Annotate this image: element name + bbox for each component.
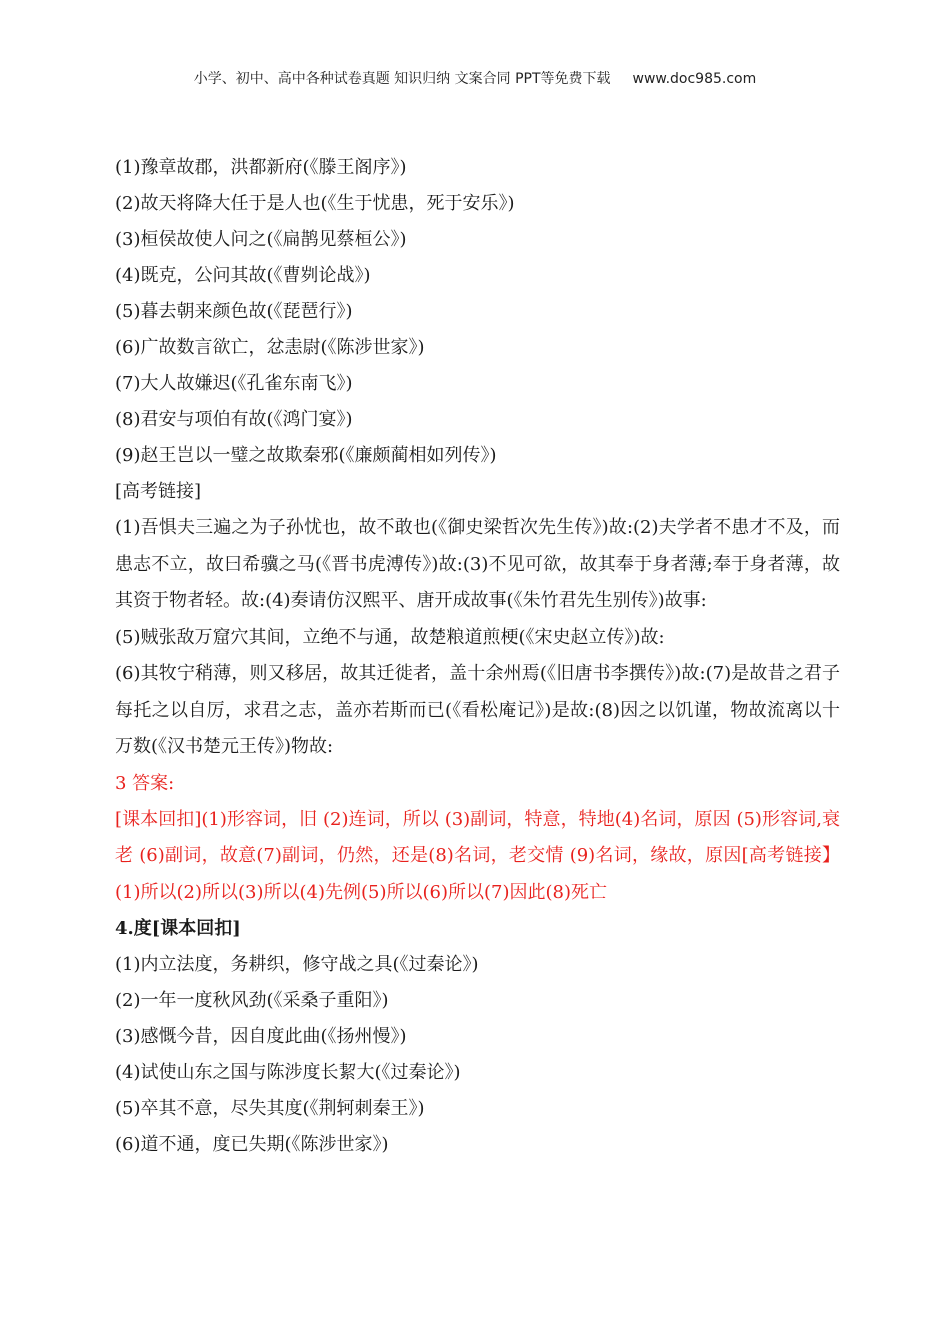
list-item: (4)既克，公问其故(《曹刿论战》): [115, 265, 371, 286]
answer-text: [课本回扣](1)形容词，旧 (2)连词，所以 (3)副词，特意，特地(4)名词，原因 (5)形容词,衰老 (6)副词，故意(7)副词，仍然，还是(8)名词，老交情 (9)名词，缘故，原因[高考链接】(1)所以(2)所以(3)所以(4)先例(5)所以(6)所以(7)因此(8)死亡: [115, 808, 840, 903]
gaokao-paragraph: (6)其牧宁稍薄，则又移居，故其迁徙者，盖十余州焉(《旧唐书李撰传》)故:(7)是故昔之君子每托之以自厉，求君之志，盖亦若斯而已(《看松庵记》)是故:(8)因之以饥谨，物故流离以十万数(《汉书楚元王传》)物故:: [115, 663, 840, 757]
page-header: [0, 68, 950, 88]
list-item: (4)试使山东之国与陈涉度长絜大(《过秦论》): [115, 1062, 461, 1083]
answer-label: 3 答案:: [115, 772, 175, 794]
list-item: (5)暮去朝来颜色故(《琵琶行》): [115, 301, 353, 322]
gaokao-paragraph: (1)吾惧夫三遍之为子孙忧也，故不敢也(《御史梁哲次先生传》)故:(2)夫学者不患才不及，而患志不立，故曰希骥之马(《晋书虎溥传》)故:(3)不见可欲，故其奉于身者薄;奉于身者薄，故其资于物者轻。故:(4)奏请仿汉熙平、唐开成故事(《朱竹君先生别传》)故事:: [115, 517, 840, 611]
list-item: (9)赵王岂以一璧之故欺秦邪(《廉颇蔺相如列传》): [115, 445, 497, 466]
list-item: (6)广故数言欲亡，忿恚尉(《陈涉世家》): [115, 337, 425, 358]
list-item: (1)内立法度，务耕织，修守战之具(《过秦论》): [115, 954, 479, 975]
gaokao-heading: [高考链接]: [115, 481, 202, 502]
list-item: (5)卒其不意，尽失其度(《荆轲刺秦王》): [115, 1098, 425, 1119]
list-item: (6)道不通，度已失期(《陈涉世家》): [115, 1134, 389, 1155]
gaokao-paragraph: (5)贼张敌万窟穴其间，立绝不与通，故楚粮道煎梗(《宋史赵立传》)故:: [115, 626, 665, 648]
list-item: (2)故天将降大任于是人也(《生于忧患，死于安乐》): [115, 193, 515, 214]
header-site: www.doc985.com: [632, 71, 757, 87]
list-item: (1)豫章故郡，洪都新府(《滕王阁序》): [115, 157, 407, 178]
list-item: (3)感慨今昔，因自度此曲(《扬州慢》): [115, 1026, 407, 1047]
list-item: (2)一年一度秋风劲(《采桑子重阳》): [115, 990, 389, 1011]
header-text: 小学、初中、高中各种试卷真题 知识归纳 文案合同 PPT等免费下载: [193, 71, 611, 87]
list-item: (7)大人故嫌迟(《孔雀东南飞》): [115, 373, 353, 394]
section-heading: 4.度[课本回扣]: [115, 918, 241, 939]
list-item: (3)桓侯故使人问之(《扁鹊见蔡桓公》): [115, 229, 407, 250]
document-body: [115, 150, 840, 1163]
list-item: (8)君安与项伯有故(《鸿门宴》): [115, 409, 353, 430]
